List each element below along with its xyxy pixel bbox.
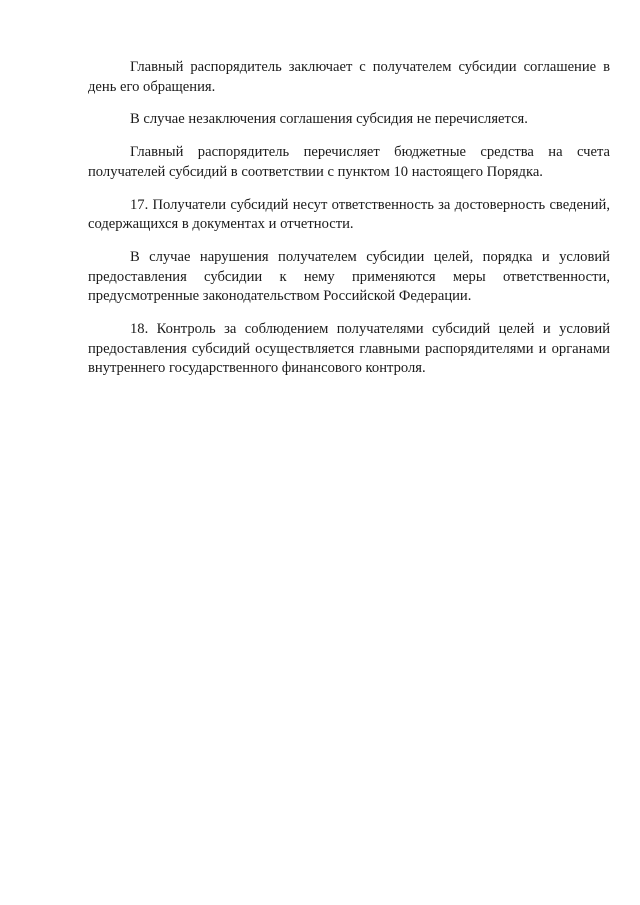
paragraph-transfer: Главный распорядитель перечисляет бюджетные средства на счета получателей субсидий в соответствии с пунктом 10 настоящего Порядка. [88, 144, 610, 180]
paragraph-clause-17: 17. Получатели субсидий несут ответственность за достоверность сведений, содержащихся в документах и отчетности. [88, 196, 610, 233]
document-page [88, 58, 610, 392]
paragraph-agreement: Главный распорядитель заключает с получателем субсидии соглашение в день его обращения. [88, 59, 610, 95]
paragraph-clause-18: 18. Контроль за соблюдением получателями субсидий целей и условий предоставления субсидий осуществляется главными распорядителями и органами внутреннего государственного финансового контроля. [88, 321, 610, 377]
paragraph-violation: В случае нарушения получателем субсидии целей, порядка и условий предоставления субсидии к нему применяются меры ответственности, предусмотренные законодательством Российской Федерации. [88, 248, 610, 305]
paragraph-no-agreement: В случае незаключения соглашения субсидия не перечисляется. [130, 111, 528, 128]
